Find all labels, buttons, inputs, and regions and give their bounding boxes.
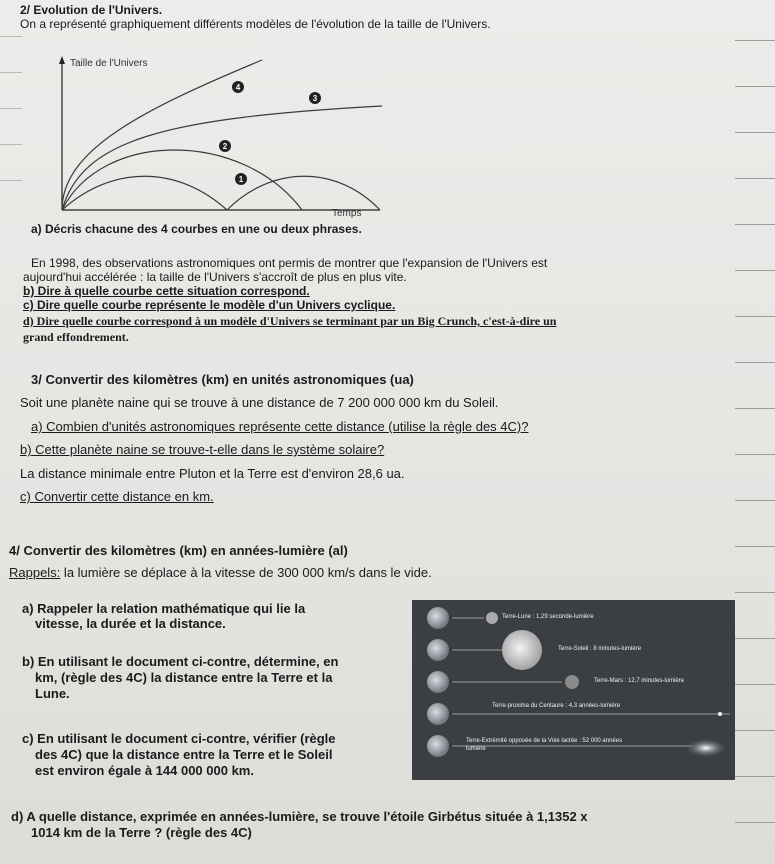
curve-1-arc-a	[62, 176, 227, 210]
doc-row-earth-proxima: Terre-proxima du Centaure : 4,3 années-lumière	[492, 703, 621, 709]
section-2-question-a: a) Décris chacune des 4 courbes en une ou deux phrases.	[31, 222, 362, 236]
doc-row-earth-milky-way-unit: lumière	[466, 746, 486, 752]
margin-line	[0, 36, 22, 37]
y-axis-arrow	[59, 56, 65, 64]
light-distance-document	[412, 600, 735, 780]
earth-icon	[427, 735, 449, 757]
mars-icon	[565, 675, 579, 689]
margin-line	[735, 132, 775, 133]
margin-line	[735, 86, 775, 87]
x-axis-label: Temps	[332, 208, 362, 219]
section-4-question-c-line-3: est environ égale à 144 000 000 km.	[35, 763, 254, 778]
curve-4	[62, 60, 262, 210]
section-4-question-d-line-2: 1014 km de la Terre ? (règle des 4C)	[31, 825, 252, 840]
section-4-title: 4/ Convertir des kilomètres (km) en années-lumière (al)	[9, 543, 348, 558]
marker-2-label: 2	[222, 142, 228, 151]
curve-3	[62, 106, 382, 210]
margin-line	[735, 684, 775, 685]
section-2-intro: On a représenté graphiquement différents modèles de l'évolution de la taille de l'Univers.	[20, 17, 491, 31]
section-3-info: La distance minimale entre Pluton et la Terre est d'environ 28,6 ua.	[20, 466, 405, 481]
section-4-rappel	[9, 565, 432, 580]
section-2-paragraph-line-2: aujourd'hui accélérée : la taille de l'Univers s'accroît de plus en plus vite.	[23, 270, 407, 284]
margin-line	[0, 180, 22, 181]
section-2-question-d-line-2: grand effondrement.	[23, 330, 129, 344]
moon-icon	[486, 612, 498, 624]
doc-row-earth-mars: Terre-Mars : 12,7 minutes-lumière	[594, 678, 685, 684]
margin-line	[735, 776, 775, 777]
marker-1-label: 1	[238, 175, 244, 184]
margin-line	[735, 178, 775, 179]
section-3-title: 3/ Convertir des kilomètres (km) en unités astronomiques (ua)	[31, 372, 414, 387]
earth-icon	[427, 639, 449, 661]
section-2-question-b: b) Dire à quelle courbe cette situation correspond.	[23, 284, 310, 298]
marker-4-label: 4	[235, 83, 241, 92]
earth-icon	[427, 671, 449, 693]
curve-1-arc-b	[227, 176, 380, 210]
section-2-question-c: c) Dire quelle courbe représente le modèle d'un Univers cyclique.	[23, 298, 396, 312]
margin-line	[735, 40, 775, 41]
margin-line	[735, 408, 775, 409]
section-4-question-b-line-1: b) En utilisant le document ci-contre, détermine, en	[22, 654, 339, 669]
margin-line	[735, 454, 775, 455]
rappel-text: la lumière se déplace à la vitesse de 300 000 km/s dans le vide.	[60, 565, 432, 580]
milky-way-icon	[684, 738, 728, 758]
section-2-question-d-line-1: d) Dire quelle courbe correspond à un modèle d'Univers se terminant par un Big Crunch, c'est-à-dire un	[23, 314, 557, 328]
section-4-question-b-line-3: Lune.	[35, 686, 70, 701]
margin-line	[735, 362, 775, 363]
sun-icon	[502, 630, 542, 670]
y-axis-label: Taille de l'Univers	[70, 58, 148, 69]
marker-3-label: 3	[312, 94, 318, 103]
proxima-centauri-icon	[718, 712, 722, 716]
margin-line	[735, 592, 775, 593]
margin-line	[735, 500, 775, 501]
universe-size-graph	[22, 50, 392, 222]
margin-line	[735, 224, 775, 225]
section-3-intro: Soit une planète naine qui se trouve à une distance de 7 200 000 000 km du Soleil.	[20, 395, 499, 410]
section-4-question-c-line-2: des 4C) que la distance entre la Terre et le Soleil	[35, 747, 333, 762]
earth-icon	[427, 703, 449, 725]
section-3-question-c: c) Convertir cette distance en km.	[20, 489, 214, 504]
section-4-question-c-line-1: c) En utilisant le document ci-contre, vérifier (règle	[22, 731, 336, 746]
margin-line	[735, 546, 775, 547]
section-2-paragraph-line-1: En 1998, des observations astronomiques ont permis de montrer que l'expansion de l'Univers est	[31, 256, 548, 270]
rappel-label: Rappels:	[9, 565, 61, 580]
section-4-question-b-line-2: km, (règle des 4C) la distance entre la Terre et la	[35, 670, 333, 685]
section-4-question-a-line-1: a) Rappeler la relation mathématique qui lie la	[22, 601, 306, 616]
margin-line	[735, 270, 775, 271]
earth-icon	[427, 607, 449, 629]
margin-line	[735, 730, 775, 731]
doc-row-earth-moon: Terre-Lune : 1,29 seconde-lumière	[502, 614, 594, 620]
section-2-title: 2/ Evolution de l'Univers.	[20, 3, 163, 17]
section-3-question-a: a) Combien d'unités astronomiques représente cette distance (utilise la règle des 4C)?	[31, 419, 529, 434]
section-4-question-a-line-2: vitesse, la durée et la distance.	[35, 616, 226, 631]
section-3-question-b: b) Cette planète naine se trouve-t-elle dans le système solaire?	[20, 442, 385, 457]
margin-line	[735, 316, 775, 317]
margin-line	[735, 638, 775, 639]
light-distance-illustration	[412, 600, 735, 780]
margin-line	[0, 108, 22, 109]
margin-line	[0, 72, 22, 73]
doc-row-earth-sun: Terre-Soleil : 8 minutes-lumière	[558, 646, 642, 652]
doc-row-earth-milky-way: Terre-Extrémité opposée de la Voie lactée : 52 000 années	[466, 738, 623, 744]
margin-line	[735, 822, 775, 823]
margin-line	[0, 144, 22, 145]
section-4-question-d-line-1: d) A quelle distance, exprimée en années-lumière, se trouve l'étoile Girbétus située à 1,1352 x	[11, 809, 588, 824]
